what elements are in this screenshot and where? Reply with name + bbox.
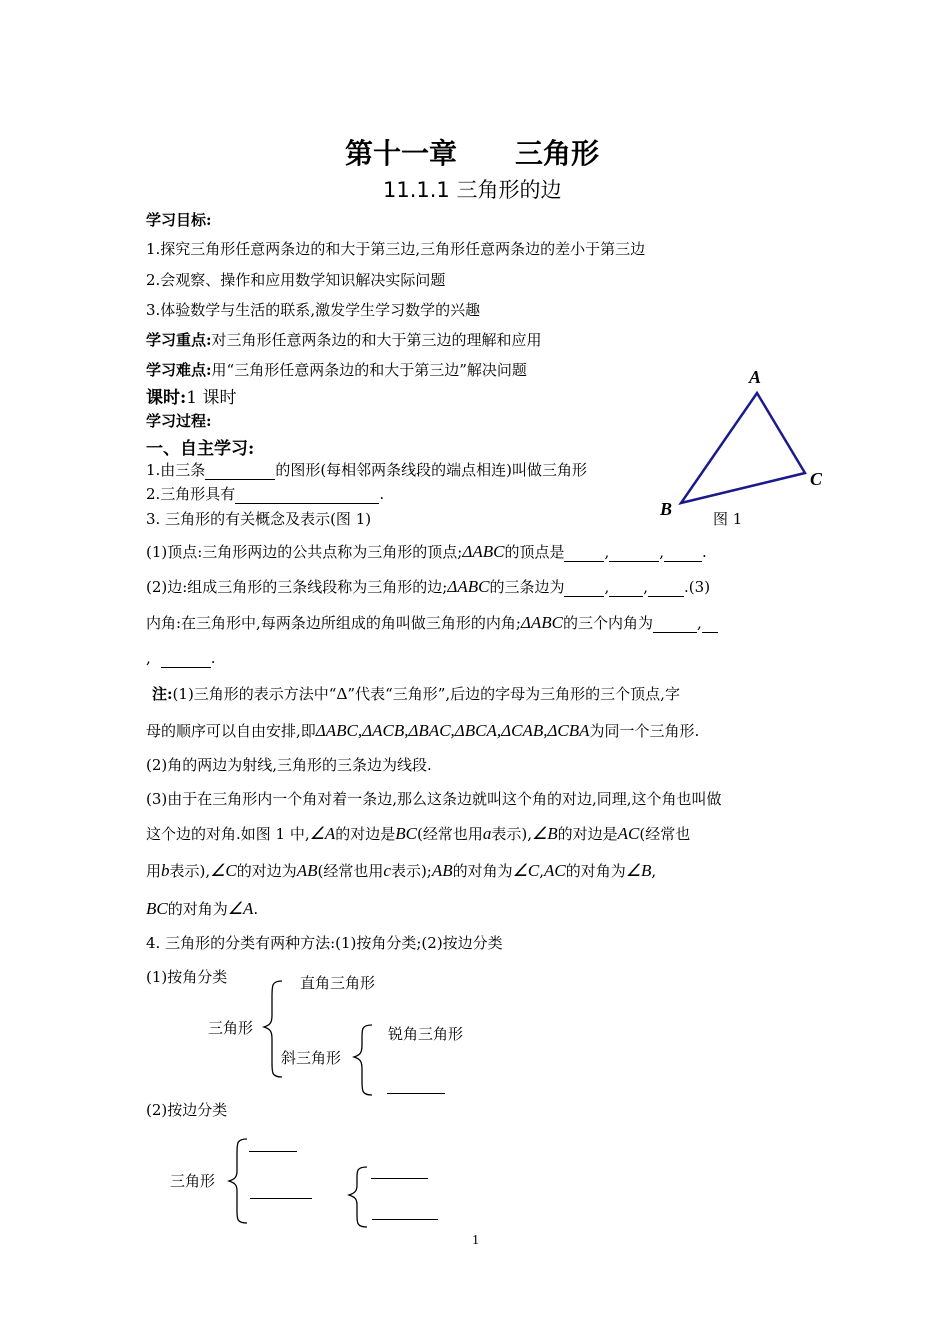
note-line-2: 母的顺序可以自由安排,即ΔABC,ΔACB,ΔBAC,ΔBCA,ΔCAB,ΔCBA为同一个三角形.: [146, 721, 700, 740]
blank: [387, 1093, 445, 1094]
focus-line: [146, 329, 542, 350]
side-classification-braces: [225, 1135, 385, 1235]
blank: [372, 1219, 438, 1220]
note-line-7: BC的对角为∠A.: [146, 899, 259, 918]
note-line-3: (2)角的两边为射线,三角形的三条边为线段.: [146, 756, 432, 774]
triangle-figure: [650, 362, 840, 532]
note-line-6: 用b表示),∠C的对边为AB(经常也用c表示);AB的对角为∠C,AC的对角为∠B,: [146, 861, 657, 880]
triangle-label: 三角形: [170, 1172, 216, 1190]
question-3: 3. 三角形的有关概念及表示(图 1): [146, 510, 372, 528]
section-title: 11.1.1 三角形的边: [383, 178, 562, 202]
blank: [609, 543, 659, 562]
note-line-1: 注:(1)三角形的表示方法中“Δ”代表“三角形”,后边的字母为三角形的三个顶点,字: [152, 684, 680, 703]
chapter-number: 第十一章: [345, 137, 458, 170]
vertex-b-label: B: [660, 499, 673, 519]
inner-brace: [349, 1167, 367, 1227]
by-side-label: (2)按边分类: [146, 1101, 228, 1119]
blank: [205, 461, 275, 480]
triangle-abc-shape: [681, 393, 805, 503]
hours-label: 课时:: [146, 388, 187, 408]
chapter-topic: 三角形: [515, 137, 600, 170]
question-1: 1.由三条 的图形(每相邻两条线段的端点相连)叫做三角形: [146, 461, 588, 479]
outer-brace: [264, 981, 282, 1077]
note-line-5: 这个边的对角.如图 1 中,∠A的对边是BC(经常也用a表示),∠B的对边是AC(经常也: [146, 824, 691, 843]
objectives-label: 学习目标:: [146, 211, 212, 229]
blank: [235, 485, 379, 504]
outer-brace: [229, 1139, 247, 1223]
concept-vertex: (1)顶点:三角形两边的公共点称为三角形的顶点;ΔABC的顶点是 , , .: [146, 542, 707, 561]
question-2: 2.三角形具有 .: [146, 485, 385, 503]
blank: [702, 614, 718, 633]
figure-caption: 图 1: [713, 510, 743, 528]
note-label: 注:: [152, 685, 173, 703]
chapter-title: [345, 132, 599, 172]
blank: [653, 614, 697, 633]
difficulty-label: 学习难点:: [146, 361, 212, 379]
blank: [161, 649, 211, 668]
concept-angle: 内角:在三角形中,每两条边所组成的角叫做三角形的内角;ΔABC的三个内角为 ,: [146, 612, 718, 633]
right-triangle-label: 直角三角形: [300, 974, 376, 992]
process-label: 学习过程:: [146, 412, 212, 430]
blank: [648, 578, 684, 597]
hours-line: [146, 383, 237, 408]
inner-brace: [354, 1025, 372, 1095]
blank: [249, 1151, 297, 1152]
objective-item: 3.体验数学与生活的联系,激发学生学习数学的兴趣: [146, 301, 481, 319]
vertex-a-label: A: [749, 367, 762, 387]
objective-item: 2.会观察、操作和应用数学知识解决实际问题: [146, 271, 446, 289]
vertex-c-label: C: [810, 469, 823, 489]
blank: [250, 1198, 312, 1199]
oblique-triangle-label: 斜三角形: [281, 1049, 342, 1067]
page-number: 1: [472, 1233, 479, 1248]
note-line-4: (3)由于在三角形内一个角对着一条边,那么这条边就叫这个角的对边,同理,这个角也叫做: [146, 790, 722, 808]
acute-triangle-label: 锐角三角形: [388, 1025, 464, 1043]
concept-side: (2)边:组成三角形的三条线段称为三角形的边;ΔABC的三条边为 , , .(3): [146, 577, 711, 596]
by-angle-label: (1)按角分类: [146, 968, 228, 986]
focus-text: 对三角形任意两条边的和大于第三边的理解和应用: [211, 331, 542, 349]
objective-item: 1.探究三角形任意两条边的和大于第三边,三角形任意两条边的差小于第三边: [146, 240, 646, 258]
concept-angle-cont: , .: [146, 649, 216, 667]
blank: [609, 578, 643, 597]
triangle-label: 三角形: [208, 1019, 254, 1037]
difficulty-text: 用“三角形任意两条边的和大于第三边”解决问题: [211, 361, 527, 379]
blank: [664, 543, 702, 562]
blank: [564, 578, 604, 597]
focus-label: 学习重点:: [146, 331, 212, 349]
self-study-heading: 一、自主学习:: [146, 439, 255, 459]
difficulty-line: [146, 359, 527, 380]
blank: [564, 543, 604, 562]
classification-heading: 4. 三角形的分类有两种方法:(1)按角分类;(2)按边分类: [146, 934, 503, 952]
hours-text: 1 课时: [186, 388, 237, 408]
blank: [371, 1178, 428, 1179]
angle-classification-braces: [260, 975, 380, 1105]
